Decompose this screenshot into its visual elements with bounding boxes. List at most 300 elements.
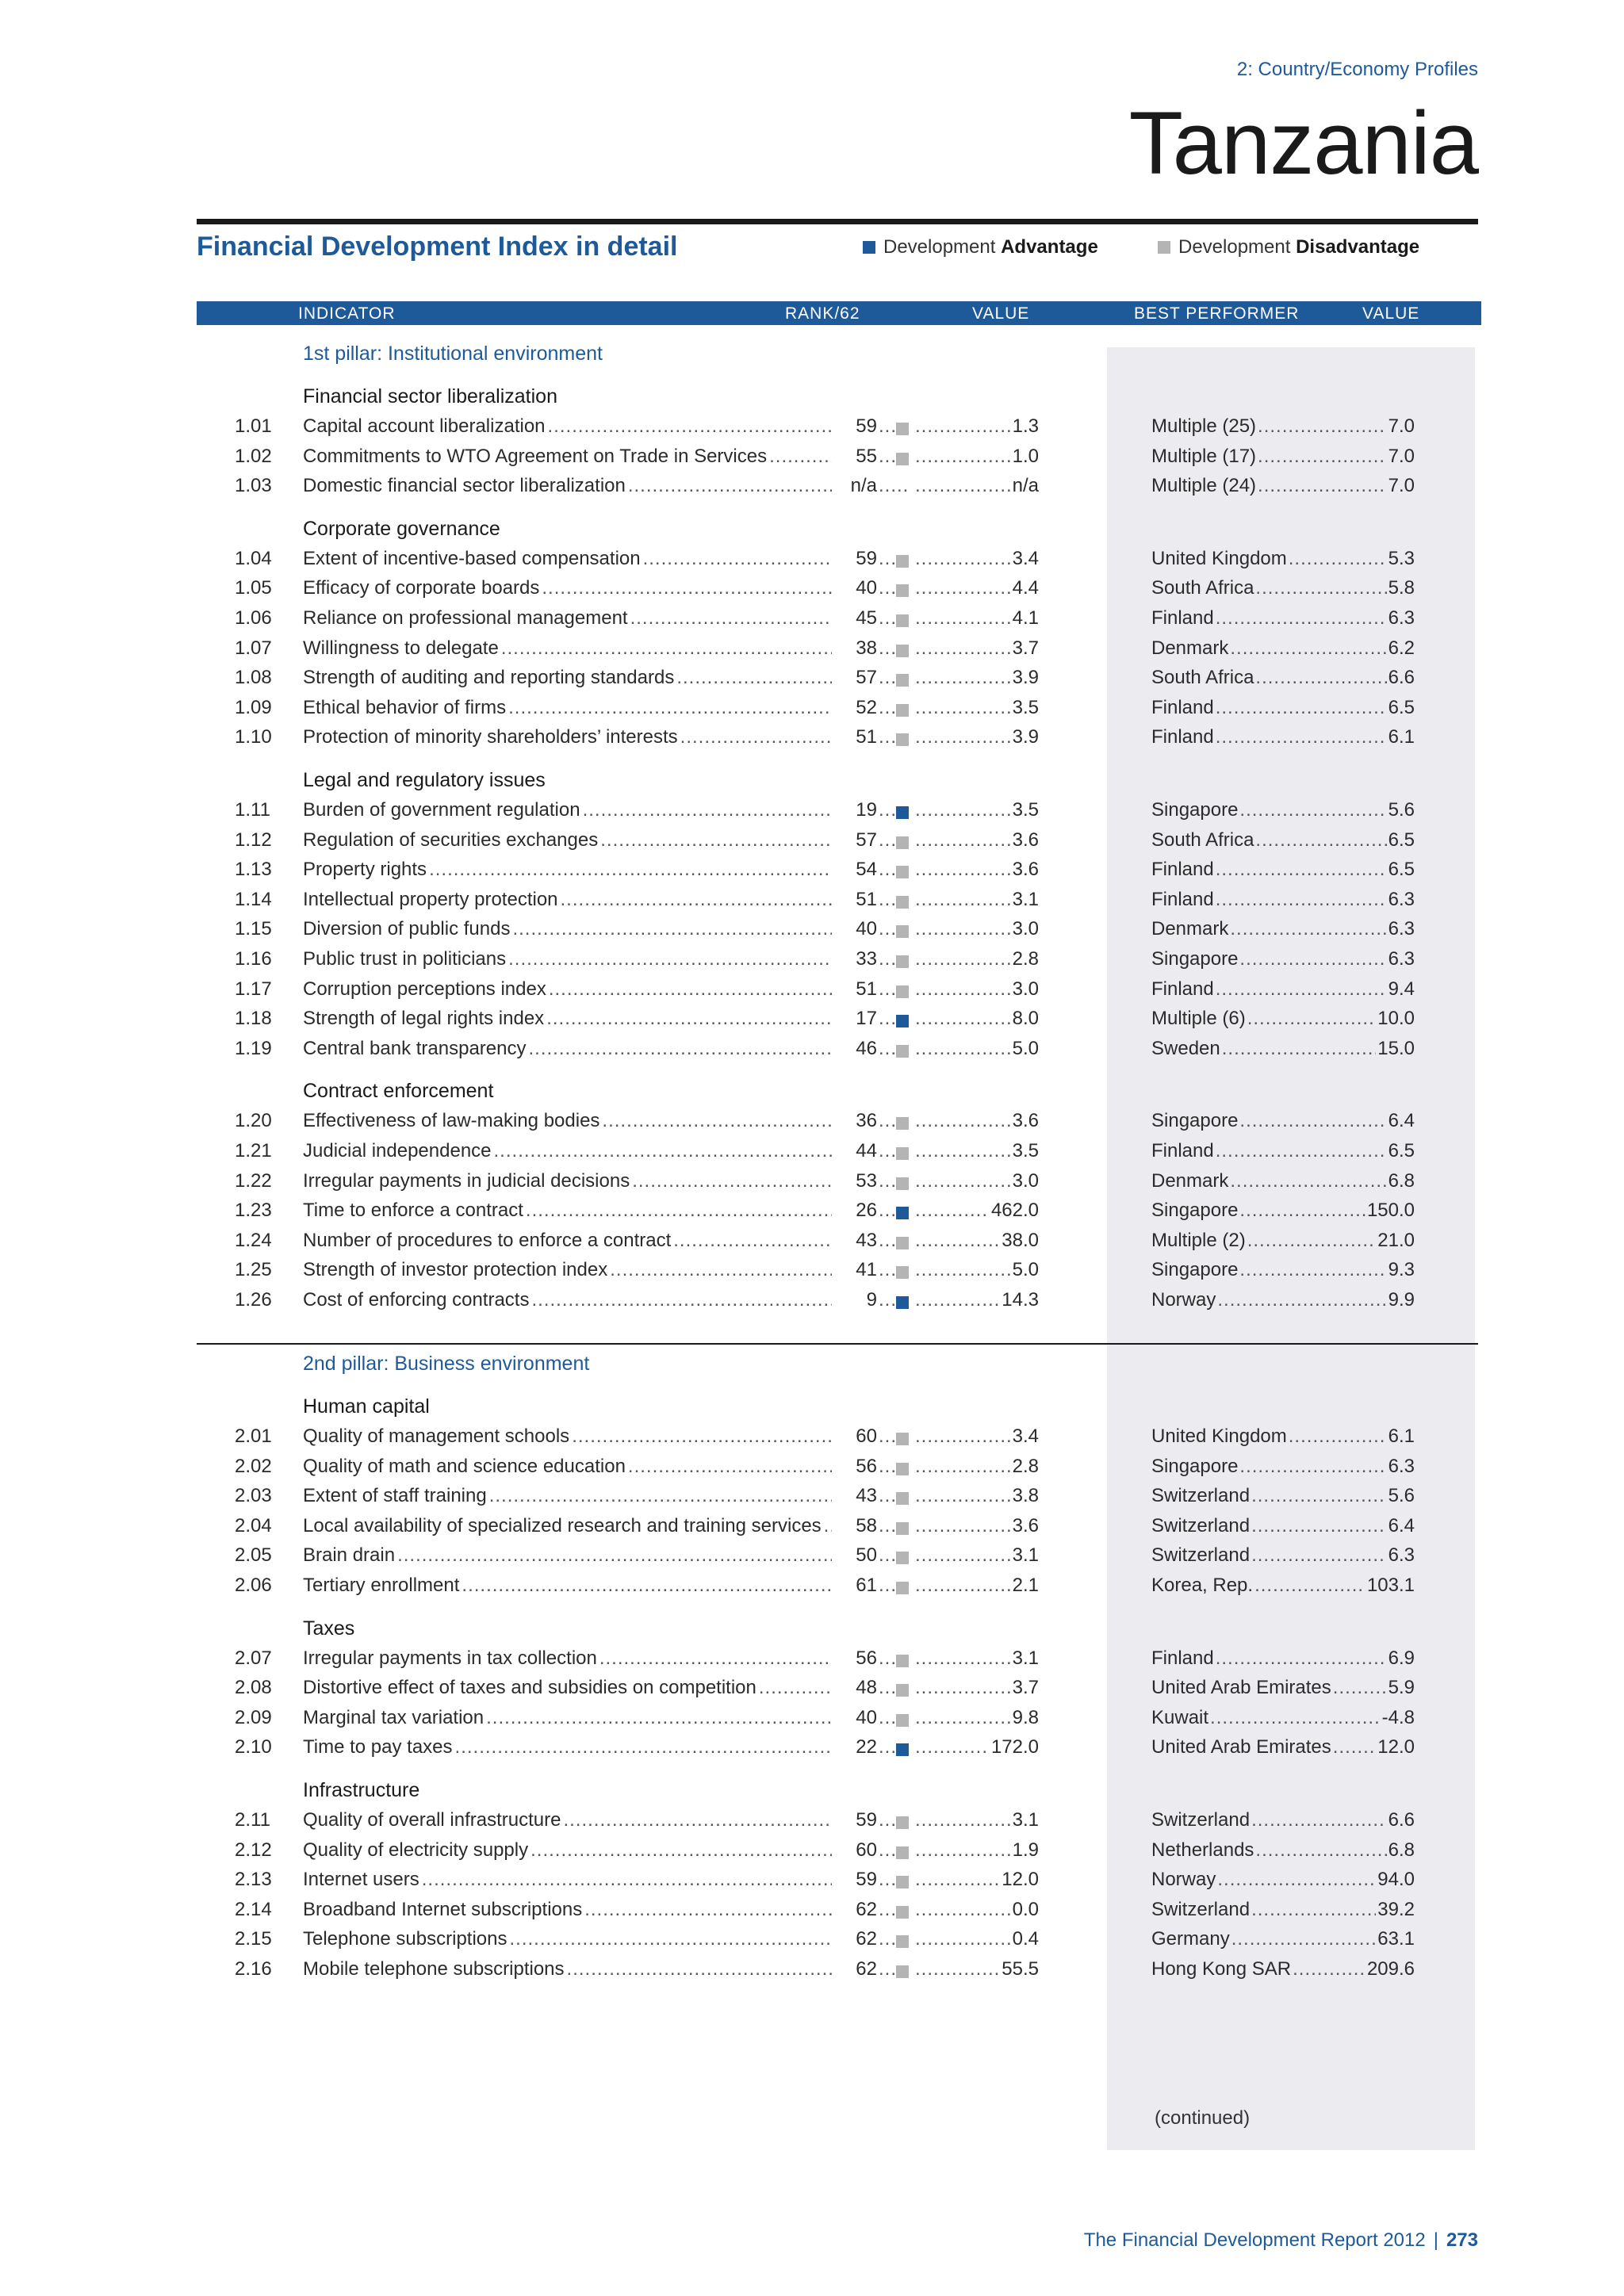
dot-leader (879, 697, 894, 719)
dot-leader (563, 1809, 832, 1831)
indicator-number: 1.01 (235, 415, 272, 437)
table-row (0, 577, 1624, 606)
value-cell (914, 889, 1039, 911)
dot-leader (915, 1869, 1000, 1891)
value-cell (914, 1958, 1039, 1980)
indicator-name: Internet users (303, 1869, 419, 1891)
dot-leader (1230, 637, 1386, 660)
best-performer-cell (1151, 577, 1415, 599)
best-value: 6.5 (1388, 1140, 1415, 1161)
indicator-name: Cost of enforcing contracts (303, 1289, 530, 1311)
indicator-value: 9.8 (1012, 1706, 1039, 1728)
dot-leader (643, 548, 832, 570)
indicator-name: Intellectual property protection (303, 888, 558, 910)
indicator-name-cell (303, 1289, 834, 1311)
best-performer: Singapore (1151, 1110, 1239, 1132)
table-row (0, 1736, 1624, 1765)
value-cell (914, 1170, 1039, 1192)
value-cell (914, 1575, 1039, 1597)
dot-leader (549, 978, 832, 1001)
dot-leader (1217, 1289, 1386, 1311)
indicator-value: n/a (1012, 475, 1039, 497)
legend-disadvantage-bold: Disadvantage (1296, 236, 1420, 258)
value-cell (914, 1110, 1039, 1132)
dot-leader (572, 1425, 832, 1448)
indicator-name-cell (303, 1899, 834, 1921)
indicator-name-cell (303, 1544, 834, 1567)
dot-leader (879, 1515, 894, 1537)
indicator-name: Telephone subscriptions (303, 1928, 508, 1950)
best-performer-cell (1151, 1928, 1415, 1950)
best-performer-cell (1151, 446, 1415, 468)
dot-leader (879, 1456, 894, 1478)
indicator-name-cell (303, 1110, 834, 1132)
table-row (0, 1485, 1624, 1513)
dot-leader (1216, 697, 1387, 719)
dot-leader (915, 1575, 1011, 1597)
rank-value: 51 (856, 978, 877, 1000)
disadvantage-square-icon (896, 955, 909, 968)
dot-leader (915, 475, 1011, 497)
rank-value: n/a (850, 475, 877, 497)
indicator-number: 2.04 (235, 1514, 272, 1536)
best-performer: Switzerland (1151, 1514, 1251, 1536)
best-performer: Singapore (1151, 1259, 1239, 1281)
best-performer: Sweden (1151, 1037, 1220, 1059)
indicator-name-cell (303, 1230, 834, 1252)
value-cell (914, 1200, 1039, 1222)
disadvantage-square-icon (896, 1582, 909, 1594)
indicator-value: 172.0 (990, 1736, 1039, 1758)
rank-value: 51 (856, 726, 877, 748)
value-cell (914, 1289, 1039, 1311)
dot-leader (1216, 1140, 1387, 1162)
best-value: 21.0 (1377, 1229, 1415, 1251)
advantage-square-icon (863, 241, 875, 254)
indicator-value: 3.0 (1012, 918, 1039, 940)
indicator-number: 2.06 (235, 1575, 272, 1596)
best-value: 209.6 (1366, 1958, 1415, 1980)
indicator-name-cell (303, 829, 834, 851)
disadvantage-square-icon (896, 1655, 909, 1667)
rank-value: 61 (856, 1575, 877, 1596)
dot-leader (879, 978, 894, 1001)
value-cell (914, 1928, 1039, 1950)
dot-leader (455, 1736, 832, 1758)
indicator-number: 1.07 (235, 637, 272, 659)
indicator-number: 1.11 (235, 799, 270, 821)
value-cell (914, 1140, 1039, 1162)
indicator-name: Effectiveness of law-making bodies (303, 1110, 600, 1132)
value-cell (914, 918, 1039, 940)
group-title: Legal and regulatory issues (303, 769, 546, 791)
dot-leader (1216, 726, 1387, 748)
dot-leader (1251, 1515, 1387, 1537)
indicator-name: Number of procedures to enforce a contract (303, 1229, 672, 1251)
dot-leader (759, 1677, 832, 1699)
rank-value: 40 (856, 577, 877, 599)
indicator-name-cell (303, 1456, 834, 1478)
best-performer-cell (1151, 1544, 1415, 1567)
best-performer: Finland (1151, 726, 1214, 748)
indicator-value: 3.8 (1012, 1485, 1039, 1507)
dot-leader (879, 415, 894, 438)
value-cell (914, 1677, 1039, 1699)
best-performer: Switzerland (1151, 1898, 1251, 1920)
indicator-number: 1.17 (235, 978, 272, 1000)
indicator-value: 462.0 (990, 1200, 1039, 1222)
value-cell (914, 1456, 1039, 1478)
dot-leader (1255, 667, 1386, 689)
indicator-value: 0.0 (1012, 1898, 1039, 1920)
best-value: 5.8 (1388, 577, 1415, 599)
best-performer-cell (1151, 1809, 1415, 1831)
value-cell (914, 697, 1039, 719)
dot-leader (879, 667, 894, 689)
dot-leader (879, 1707, 894, 1729)
indicator-name-cell (303, 446, 834, 468)
value-cell (914, 1259, 1039, 1281)
legend-disadvantage (1158, 236, 1419, 258)
dot-leader (1216, 889, 1387, 911)
indicator-value: 8.0 (1012, 1008, 1039, 1030)
dot-leader (1216, 1647, 1387, 1670)
indicator-name-cell (303, 1928, 834, 1950)
indicator-name: Reliance on professional management (303, 607, 628, 629)
indicator-value: 4.4 (1012, 577, 1039, 599)
dot-leader (879, 1869, 894, 1891)
indicator-name: Strength of investor protection index (303, 1259, 608, 1281)
best-performer-cell (1151, 1110, 1415, 1132)
indicator-value: 3.7 (1012, 1677, 1039, 1699)
indicator-number: 1.25 (235, 1259, 272, 1281)
indicator-value: 1.0 (1012, 445, 1039, 467)
indicator-number: 1.19 (235, 1037, 272, 1059)
dot-leader (1255, 577, 1386, 599)
dot-leader (879, 1230, 894, 1252)
table-row (0, 1456, 1624, 1484)
value-cell (914, 667, 1039, 689)
best-performer: United Kingdom (1151, 1425, 1287, 1447)
dot-leader (1230, 1170, 1386, 1192)
disadvantage-square-icon (896, 1552, 909, 1564)
rank-value: 46 (856, 1037, 877, 1059)
dot-leader (915, 726, 1011, 748)
best-performer-cell (1151, 1899, 1415, 1921)
legend-advantage-prefix: Development (883, 236, 996, 258)
dot-leader (915, 1200, 990, 1222)
indicator-value: 3.9 (1012, 726, 1039, 748)
best-value: 63.1 (1377, 1928, 1415, 1950)
table-row (0, 1230, 1624, 1258)
table-row (0, 548, 1624, 576)
best-performer: Finland (1151, 1647, 1214, 1669)
best-performer-cell (1151, 1707, 1415, 1729)
rank-value: 50 (856, 1544, 877, 1567)
table-row (0, 446, 1624, 474)
rank-value: 59 (856, 547, 877, 569)
best-value: -4.8 (1381, 1706, 1415, 1728)
dot-leader (508, 697, 832, 719)
indicator-name-cell (303, 1736, 834, 1758)
table-row (0, 1259, 1624, 1288)
dot-leader (879, 548, 894, 570)
indicator-name: Distortive effect of taxes and subsidies on competition (303, 1677, 756, 1699)
table-row (0, 1008, 1624, 1036)
section-label: 2: Country/Economy Profiles (1236, 59, 1478, 80)
dot-leader (915, 607, 1011, 629)
legend-advantage-bold: Advantage (1001, 236, 1098, 258)
dot-leader (1258, 415, 1387, 438)
indicator-number: 1.18 (235, 1008, 272, 1030)
best-value: 7.0 (1388, 475, 1415, 497)
indicator-value: 2.8 (1012, 948, 1039, 970)
indicator-name: Extent of staff training (303, 1485, 487, 1507)
best-value: 10.0 (1377, 1008, 1415, 1030)
dot-leader (1251, 1544, 1387, 1567)
indicator-value: 5.0 (1012, 1259, 1039, 1281)
best-performer: Multiple (24) (1151, 475, 1257, 497)
page-title: Financial Development Index in detail (197, 232, 678, 262)
rank-value: 60 (856, 1839, 877, 1861)
dot-leader (915, 1230, 1000, 1252)
dot-leader (879, 889, 894, 911)
best-value: 39.2 (1377, 1898, 1415, 1920)
dot-leader (879, 1110, 894, 1132)
best-performer-cell (1151, 1200, 1415, 1222)
disadvantage-square-icon (896, 1714, 909, 1727)
best-performer-cell (1151, 1575, 1415, 1597)
indicator-number: 2.13 (235, 1869, 272, 1891)
best-performer: Germany (1151, 1928, 1230, 1950)
value-cell (914, 475, 1039, 497)
best-value: 5.3 (1388, 547, 1415, 569)
dot-leader (462, 1575, 832, 1597)
indicator-name-cell (303, 1647, 834, 1670)
best-value: 6.1 (1388, 1425, 1415, 1447)
indicator-name-cell (303, 918, 834, 940)
dot-leader (879, 1677, 894, 1699)
best-value: 5.6 (1388, 1485, 1415, 1507)
dot-leader (879, 1200, 894, 1222)
dot-leader (915, 1140, 1011, 1162)
best-performer-cell (1151, 1869, 1415, 1891)
disadvantage-square-icon (896, 423, 909, 435)
indicator-name: Judicial independence (303, 1140, 492, 1161)
best-performer: Singapore (1151, 799, 1239, 821)
disadvantage-square-icon (896, 645, 909, 657)
indicator-name: Irregular payments in tax collection (303, 1647, 597, 1669)
dot-leader (1239, 1110, 1386, 1132)
col-best-value: VALUE (1362, 304, 1420, 323)
disadvantage-square-icon (896, 1147, 909, 1160)
table-row (0, 1809, 1624, 1838)
dot-leader (915, 859, 1011, 881)
disadvantage-square-icon (896, 1816, 909, 1829)
indicator-value: 3.1 (1012, 888, 1039, 910)
advantage-square-icon (896, 1296, 909, 1309)
best-value: 103.1 (1366, 1575, 1415, 1596)
dot-leader (1239, 1259, 1386, 1281)
indicator-name-cell (303, 889, 834, 911)
best-performer-cell (1151, 1958, 1415, 1980)
best-performer: United Arab Emirates (1151, 1736, 1331, 1758)
best-performer-cell (1151, 829, 1415, 851)
dot-leader (1251, 1485, 1387, 1507)
best-value: 6.2 (1388, 637, 1415, 659)
table-row (0, 726, 1624, 755)
indicator-name-cell (303, 1259, 834, 1281)
indicator-name: Protection of minority shareholders’ interests (303, 726, 678, 748)
indicator-number: 2.16 (235, 1958, 272, 1980)
best-performer-cell (1151, 1647, 1415, 1670)
dot-leader (1293, 1958, 1365, 1980)
best-performer-cell (1151, 415, 1415, 438)
dot-leader (915, 1110, 1011, 1132)
dot-leader (915, 1259, 1011, 1281)
rank-value: 53 (856, 1169, 877, 1192)
best-performer: Multiple (6) (1151, 1008, 1246, 1030)
dot-leader (610, 1259, 832, 1281)
table-row (0, 1515, 1624, 1544)
dot-leader (489, 1485, 832, 1507)
indicator-value: 3.0 (1012, 1169, 1039, 1192)
indicator-number: 2.09 (235, 1706, 272, 1728)
value-cell (914, 1544, 1039, 1567)
best-performer: Denmark (1151, 1169, 1229, 1192)
dot-leader (915, 415, 1011, 438)
rank-value: 9 (866, 1289, 877, 1311)
best-performer-cell (1151, 1736, 1415, 1758)
indicator-number: 2.07 (235, 1647, 272, 1669)
value-cell (914, 1485, 1039, 1507)
dot-leader (422, 1869, 832, 1891)
indicator-number: 1.13 (235, 859, 272, 881)
indicator-name-cell (303, 1707, 834, 1729)
dot-leader (915, 1515, 1011, 1537)
dot-leader (879, 475, 910, 497)
best-value: 9.3 (1388, 1259, 1415, 1281)
dot-leader (1333, 1736, 1377, 1758)
indicator-name-cell (303, 548, 834, 570)
indicator-value: 3.6 (1012, 1110, 1039, 1132)
dot-leader (680, 726, 832, 748)
value-cell (914, 637, 1039, 660)
indicator-number: 2.12 (235, 1839, 272, 1861)
indicator-number: 2.03 (235, 1485, 272, 1507)
table-row (0, 1677, 1624, 1705)
group-title: Taxes (303, 1617, 355, 1640)
dot-leader (628, 1456, 832, 1478)
group-title: Financial sector liberalization (303, 385, 557, 408)
indicator-number: 2.10 (235, 1736, 272, 1758)
dot-leader (879, 799, 894, 821)
dot-leader (879, 1958, 894, 1980)
best-performer-cell (1151, 948, 1415, 970)
dot-leader (1230, 918, 1386, 940)
best-performer-cell (1151, 667, 1415, 689)
dot-leader (879, 1575, 894, 1597)
indicator-name: Willingness to delegate (303, 637, 499, 659)
disadvantage-square-icon (896, 1045, 909, 1058)
table-row (0, 829, 1624, 858)
value-cell (914, 1515, 1039, 1537)
rank-value: 40 (856, 918, 877, 940)
value-cell (914, 978, 1039, 1001)
dot-leader (879, 1140, 894, 1162)
indicator-value: 3.5 (1012, 696, 1039, 718)
best-performer-cell (1151, 1425, 1415, 1448)
rank-value: 45 (856, 607, 877, 629)
dot-leader (879, 1259, 894, 1281)
best-value: 6.6 (1388, 1809, 1415, 1831)
value-cell (914, 1899, 1039, 1921)
dot-leader (1216, 607, 1387, 629)
best-performer-cell (1151, 697, 1415, 719)
indicator-number: 2.02 (235, 1455, 272, 1477)
best-value: 6.3 (1388, 607, 1415, 629)
dot-leader (915, 1677, 1011, 1699)
table-row (0, 1038, 1624, 1066)
best-performer: United Kingdom (1151, 547, 1287, 569)
indicator-value: 3.1 (1012, 1809, 1039, 1831)
best-value: 9.9 (1388, 1289, 1415, 1311)
dot-leader (600, 829, 832, 851)
best-performer-cell (1151, 1170, 1415, 1192)
country-title: Tanzania (1128, 94, 1478, 193)
dot-leader (879, 577, 894, 599)
rank-value: 59 (856, 1869, 877, 1891)
dot-leader (915, 1707, 1011, 1729)
indicator-name: Time to pay taxes (303, 1736, 453, 1758)
indicator-number: 1.06 (235, 607, 272, 629)
indicator-name-cell (303, 667, 834, 689)
indicator-value: 3.1 (1012, 1544, 1039, 1567)
group-title: Human capital (303, 1395, 430, 1418)
value-cell (914, 829, 1039, 851)
footer-separator: | (1433, 2229, 1438, 2251)
best-value: 150.0 (1366, 1200, 1415, 1222)
table-row (0, 859, 1624, 887)
indicator-value: 3.9 (1012, 667, 1039, 689)
indicator-name: Property rights (303, 859, 427, 881)
indicator-name: Strength of auditing and reporting standards (303, 667, 675, 689)
best-performer: Singapore (1151, 1200, 1239, 1222)
value-cell (914, 948, 1039, 970)
indicator-name-cell (303, 1425, 834, 1448)
indicator-value: 3.6 (1012, 828, 1039, 851)
table-row (0, 1544, 1624, 1573)
indicator-name-cell (303, 1809, 834, 1831)
rank-value: 19 (856, 799, 877, 821)
best-value: 94.0 (1377, 1869, 1415, 1891)
dot-leader (1216, 978, 1387, 1001)
disadvantage-square-icon (896, 985, 909, 998)
rank-value: 40 (856, 1706, 877, 1728)
indicator-value: 3.0 (1012, 978, 1039, 1000)
best-performer: Finland (1151, 1140, 1214, 1161)
indicator-number: 1.15 (235, 918, 272, 940)
rank-value: 33 (856, 948, 877, 970)
best-performer: Norway (1151, 1869, 1216, 1891)
indicator-name-cell (303, 1575, 834, 1597)
indicator-number: 1.04 (235, 547, 272, 569)
indicator-number: 2.08 (235, 1677, 272, 1699)
dot-leader (1231, 1928, 1377, 1950)
indicator-number: 1.24 (235, 1229, 272, 1251)
dot-leader (915, 1008, 1011, 1030)
table-header (197, 301, 1481, 325)
